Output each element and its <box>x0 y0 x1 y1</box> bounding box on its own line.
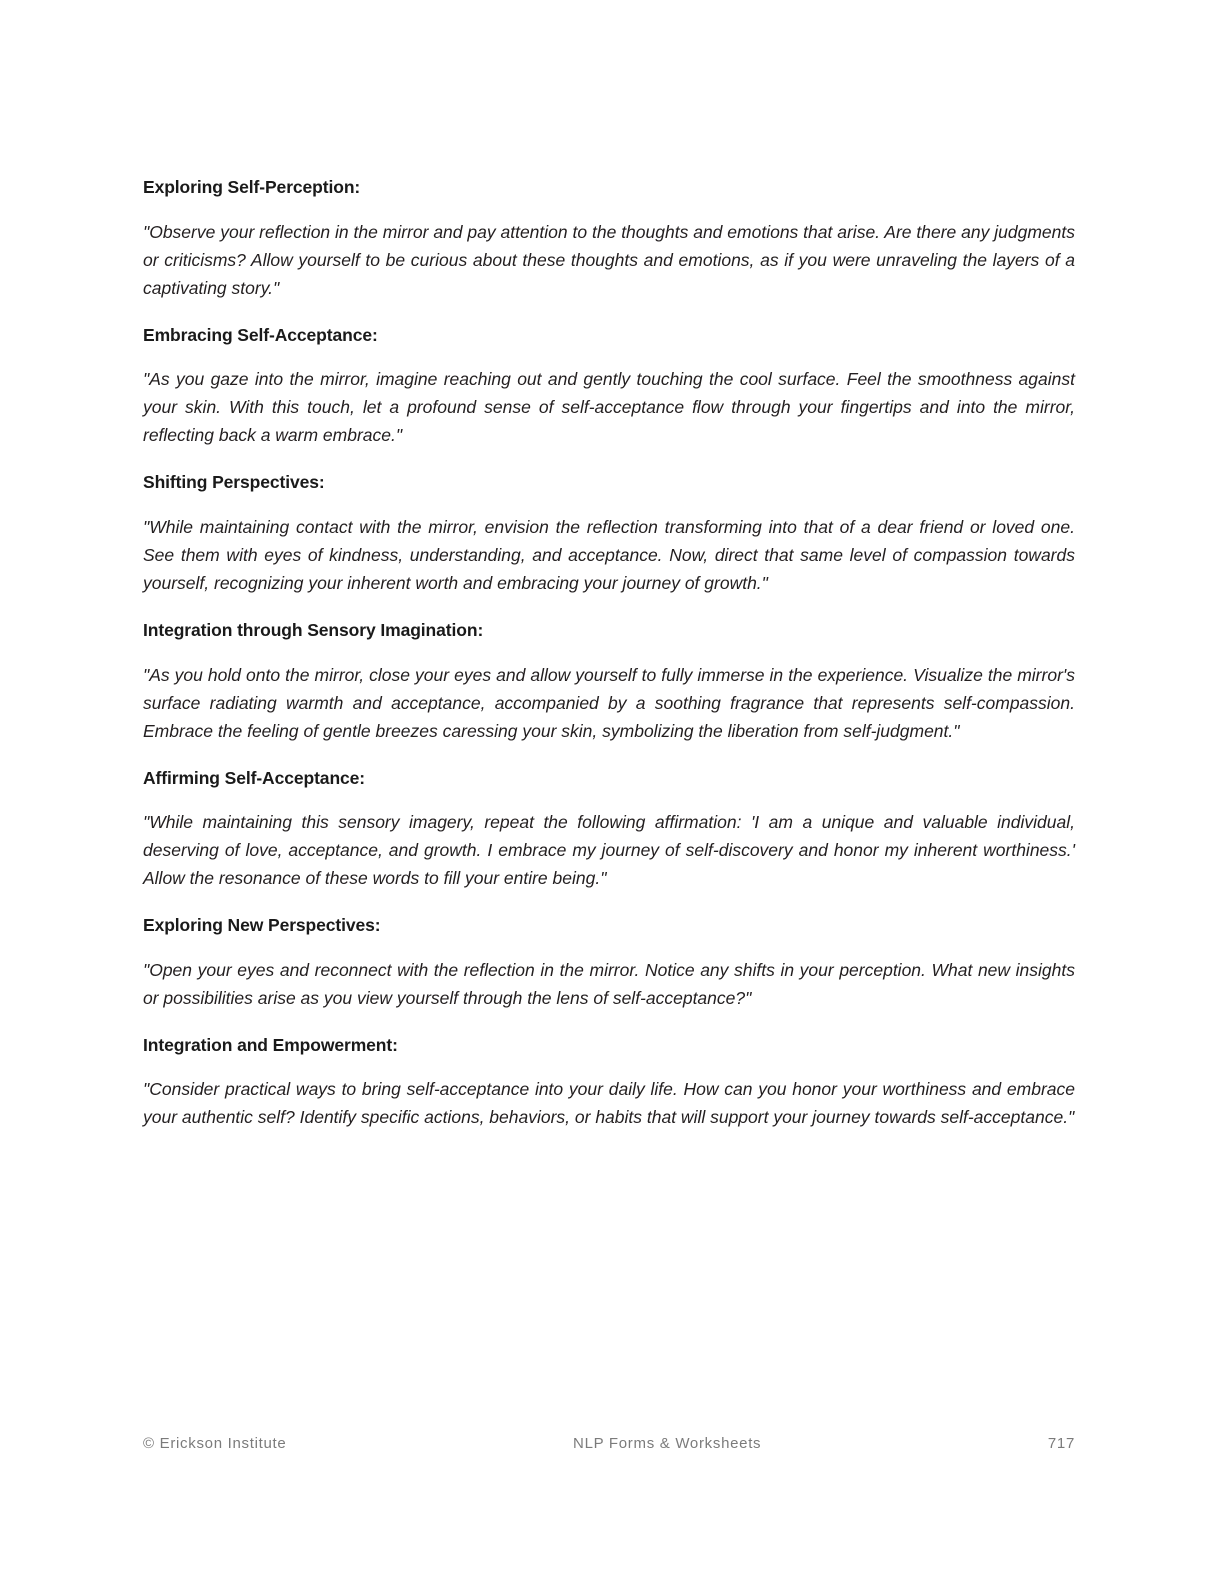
section-body: "As you gaze into the mirror, imagine reaching out and gently touching the cool surface. Feel the smoothness against your skin. With this touch, let a profound sense of self-acceptance flow through your fingertips and into the mirror, reflecting back a warm embrace." <box>143 369 1075 446</box>
document-content <box>143 176 1075 1131</box>
section-shifting-perspectives <box>143 471 1075 597</box>
section-embracing-self-acceptance <box>143 324 1075 450</box>
page-footer <box>143 1435 1075 1452</box>
section-heading: Exploring Self-Perception: <box>143 177 361 197</box>
section-heading: Integration through Sensory Imagination: <box>143 619 484 640</box>
section-heading: Shifting Perspectives: <box>143 472 325 493</box>
section-heading: Embracing Self-Acceptance: <box>143 324 378 345</box>
footer-copyright: © Erickson Institute <box>143 1435 287 1452</box>
section-affirming-self-acceptance <box>143 767 1075 893</box>
section-body: "Observe your reflection in the mirror and pay attention to the thoughts and emotions that arise. Are there any judgments or criticisms? Allow yourself to be curious about these thoughts and emotions, as if you were unraveling the layers of a captivating story." <box>143 221 1075 298</box>
section-exploring-self-perception <box>143 176 1075 302</box>
section-body: "Open your eyes and reconnect with the reflection in the mirror. Notice any shifts in your perception. What new insights or possibilities arise as you view yourself through the lens of self-acceptance?" <box>143 959 1075 1008</box>
footer-page-number: 717 <box>1047 1435 1075 1452</box>
section-body: "As you hold onto the mirror, close your eyes and allow yourself to fully immerse in the experience. Visualize the mirror's surface radiating warmth and acceptance, accompanied by a soothing fragrance that represents self-compassion. Embrace the feeling of gentle breezes caressing your skin, symbolizing the liberation from self-judgment." <box>143 664 1075 741</box>
section-integration-and-empowerment <box>143 1034 1075 1132</box>
section-body: "Consider practical ways to bring self-acceptance into your daily life. How can you honor your worthiness and embrace your authentic self? Identify specific actions, behaviors, or habits that will support your journey towards self-acceptance." <box>143 1079 1075 1128</box>
section-heading: Exploring New Perspectives: <box>143 915 381 936</box>
section-exploring-new-perspectives <box>143 914 1075 1012</box>
section-heading: Integration and Empowerment: <box>143 1034 398 1055</box>
section-integration-through-sensory-imagination <box>143 619 1075 745</box>
section-body: "While maintaining contact with the mirror, envision the reflection transforming into that of a dear friend or loved one. See them with eyes of kindness, understanding, and acceptance. Now, direct that same level of compassion towards yourself, recognizing your inherent worth and embracing your journey of growth." <box>143 516 1075 593</box>
footer-document-title: NLP Forms & Worksheets <box>573 1435 762 1452</box>
section-body: "While maintaining this sensory imagery, repeat the following affirmation: 'I am a unique and valuable individual, deserving of love, acceptance, and growth. I embrace my journey of self-discovery and honor my inherent worthiness.' Allow the resonance of these words to fill your entire being." <box>143 812 1075 889</box>
section-heading: Affirming Self-Acceptance: <box>143 767 366 788</box>
